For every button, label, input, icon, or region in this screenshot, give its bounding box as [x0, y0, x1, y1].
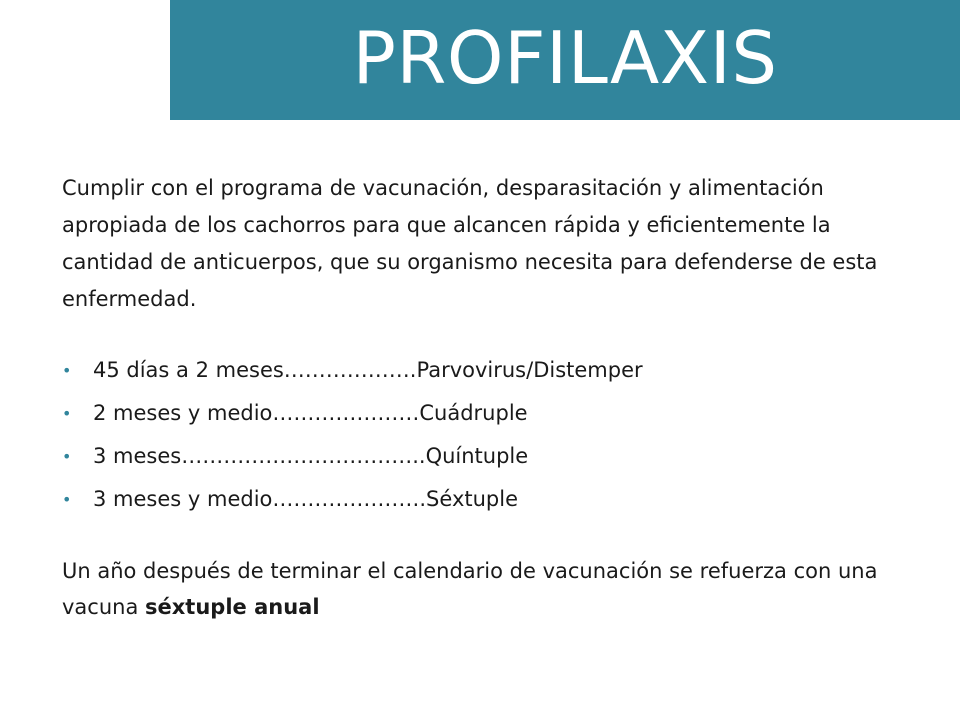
bullet-icon: •: [62, 404, 72, 423]
closing-bold-text: séxtuple anual: [145, 595, 320, 619]
intro-paragraph: Cumplir con el programa de vacunación, desparasitación y alimentación apropiada de los cachorros para que alcancen rápida y eficientemente la cantidad de anticuerpos, que su organismo necesita para defenderse de esta enfermedad.: [62, 176, 878, 311]
schedule-item-text: 2 meses y medio…………………Cuádruple: [93, 401, 528, 425]
bullet-icon: •: [62, 361, 72, 380]
schedule-item: [62, 392, 912, 435]
bullet-icon: •: [62, 490, 72, 509]
closing-paragraph: [62, 553, 912, 625]
closing-text: Un año después de terminar el calendario de vacunación se refuerza con una vacuna: [62, 559, 878, 619]
schedule-item: [62, 478, 912, 521]
slide-title: PROFILAXIS: [352, 16, 778, 100]
schedule-item-text: 3 meses y medio………………….Séxtuple: [93, 487, 518, 511]
schedule-item: [62, 435, 912, 478]
title-banner: [170, 0, 960, 120]
slide-content: [62, 170, 912, 625]
bullet-icon: •: [62, 447, 72, 466]
schedule-item: [62, 349, 912, 392]
schedule-item-text: 45 días a 2 meses……………….Parvovirus/Distemper: [93, 358, 643, 382]
schedule-item-text: 3 meses……………………………..Quíntuple: [93, 444, 529, 468]
vaccination-schedule-list: [62, 349, 912, 521]
